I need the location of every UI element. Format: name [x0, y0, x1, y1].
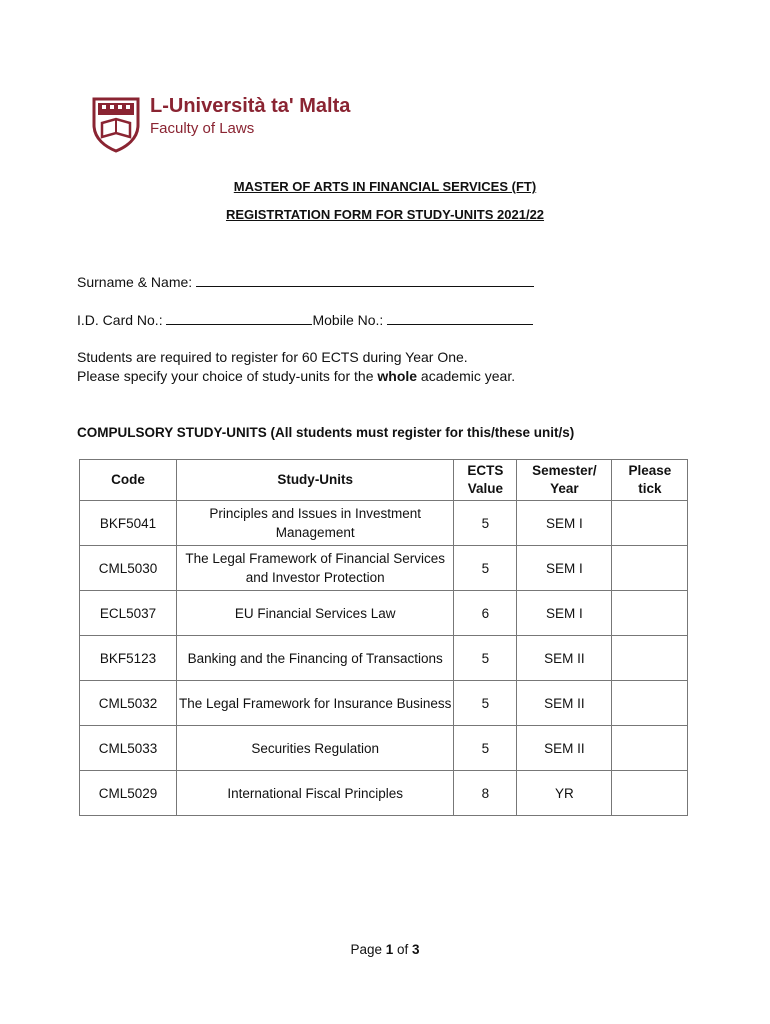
header-tick-line1: Please [628, 463, 672, 478]
cell-ects: 8 [454, 771, 517, 816]
header-code [80, 460, 177, 501]
header-ects-line2: Value [467, 481, 504, 496]
table-row [80, 546, 688, 591]
study-units-table [79, 459, 688, 816]
cell-code: BKF5041 [80, 501, 177, 546]
header-code-label: Code [111, 472, 145, 487]
page-total: 3 [412, 942, 420, 957]
page-number [0, 942, 770, 957]
id-card-blank-line[interactable] [166, 310, 312, 325]
id-card-label: I.D. Card No.: [77, 312, 163, 328]
table-row [80, 681, 688, 726]
table-row [80, 636, 688, 681]
instruction-line-1: Students are required to register for 60 ECTS during Year One. [77, 349, 468, 365]
cell-semester: SEM II [517, 636, 612, 681]
cell-code: CML5030 [80, 546, 177, 591]
name-blank-line[interactable] [196, 272, 534, 287]
header-study-units [177, 460, 454, 501]
cell-study-unit: The Legal Framework for Insurance Business [177, 681, 454, 726]
header-sem-line1: Semester/ [532, 463, 597, 478]
tick-box[interactable] [612, 726, 688, 771]
tick-box[interactable] [612, 546, 688, 591]
cell-study-unit: EU Financial Services Law [177, 591, 454, 636]
id-mobile-row [77, 310, 533, 328]
cell-study-unit: The Legal Framework of Financial Services and Investor Protection [177, 546, 454, 591]
cell-ects: 5 [454, 546, 517, 591]
cell-semester: SEM I [517, 501, 612, 546]
cell-ects: 5 [454, 501, 517, 546]
instruction-emphasis: whole [377, 368, 418, 384]
form-subtitle: REGISTRTATION FORM FOR STUDY-UNITS 2021/22 [225, 207, 545, 222]
tick-box[interactable] [612, 591, 688, 636]
header-sem-line2: Year [550, 481, 579, 496]
cell-study-unit: Banking and the Financing of Transactions [177, 636, 454, 681]
faculty-name: Faculty of Laws [150, 120, 255, 137]
cell-code: ECL5037 [80, 591, 177, 636]
cell-semester: SEM I [517, 546, 612, 591]
header-ects [454, 460, 517, 501]
page-current: 1 [385, 942, 394, 957]
tick-box[interactable] [612, 636, 688, 681]
cell-ects: 5 [454, 681, 517, 726]
table-row [80, 501, 688, 546]
header-tick-line2: tick [638, 481, 662, 496]
cell-semester: SEM II [517, 726, 612, 771]
cell-semester: YR [517, 771, 612, 816]
cell-ects: 5 [454, 726, 517, 771]
cell-code: BKF5123 [80, 636, 177, 681]
table-row [80, 591, 688, 636]
tick-box[interactable] [612, 771, 688, 816]
header-ects-line1: ECTS [467, 463, 504, 478]
header-unit-label: Study-Units [277, 472, 354, 487]
instruction-text: academic year. [417, 368, 516, 384]
cell-ects: 6 [454, 591, 517, 636]
university-crest-icon [90, 95, 142, 153]
tick-box[interactable] [612, 681, 688, 726]
page-prefix: Page [350, 942, 386, 957]
page-of: of [393, 942, 413, 957]
table-header-row [80, 460, 688, 501]
cell-study-unit: Securities Regulation [177, 726, 454, 771]
instruction-text: Please specify your choice of study-units for the [77, 368, 378, 384]
mobile-blank-line[interactable] [387, 310, 533, 325]
instructions [77, 348, 515, 386]
cell-semester: SEM II [517, 681, 612, 726]
cell-semester: SEM I [517, 591, 612, 636]
cell-code: CML5033 [80, 726, 177, 771]
mobile-label: Mobile No.: [312, 312, 384, 328]
cell-ects: 5 [454, 636, 517, 681]
header-semester [517, 460, 612, 501]
cell-code: CML5029 [80, 771, 177, 816]
form-title: MASTER OF ARTS IN FINANCIAL SERVICES (FT) [233, 179, 537, 194]
section-title: COMPULSORY STUDY-UNITS (All students must register for this/these unit/s) [77, 425, 575, 440]
cell-study-unit: International Fiscal Principles [177, 771, 454, 816]
university-name: L-Università ta' Malta [150, 95, 351, 117]
cell-study-unit: Principles and Issues in Investment Management [177, 501, 454, 546]
header-please-tick [612, 460, 688, 501]
cell-code: CML5032 [80, 681, 177, 726]
instruction-line-2 [77, 367, 515, 386]
university-logo [90, 95, 350, 155]
name-label: Surname & Name: [77, 274, 193, 290]
name-field-row [77, 272, 534, 290]
table-row [80, 726, 688, 771]
table-row [80, 771, 688, 816]
tick-box[interactable] [612, 501, 688, 546]
